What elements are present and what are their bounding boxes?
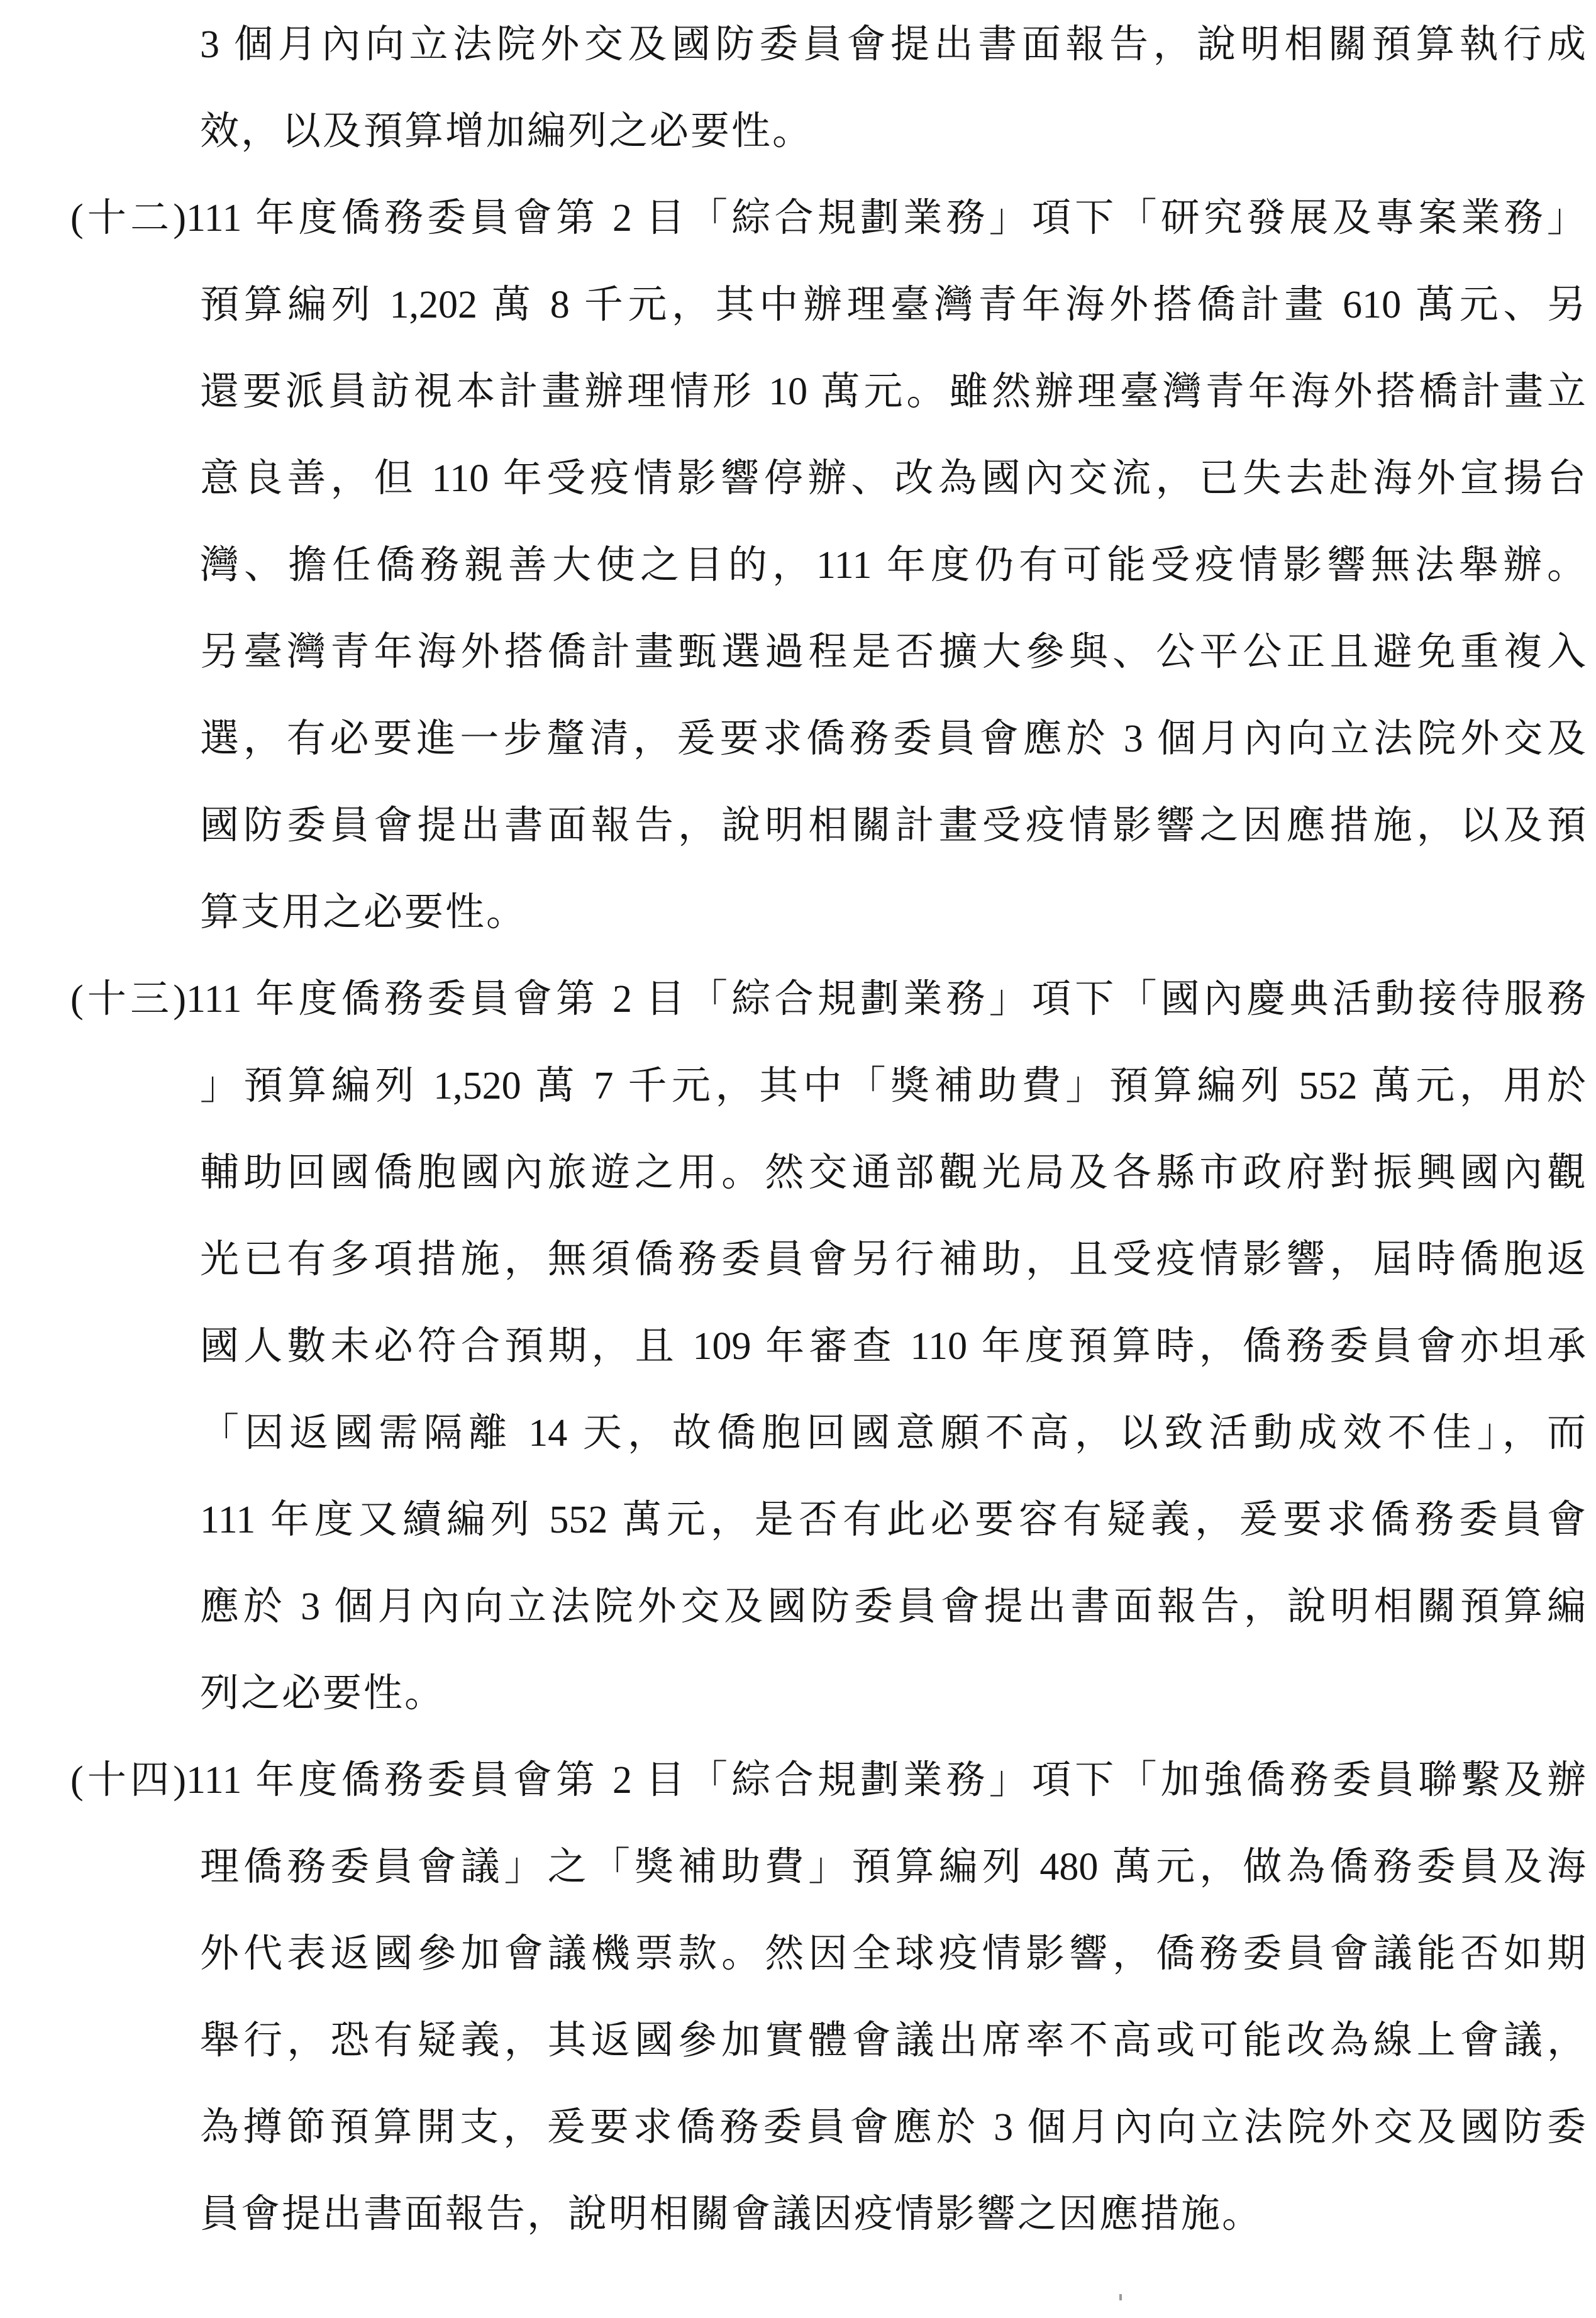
text-line: 灣、擔任僑務親善大使之目的，111 年度仍有可能受疫情影響無法舉辦。 xyxy=(200,544,1586,587)
text-line: 光已有多項措施，無須僑務委員會另行補助，且受疫情影響，屆時僑胞返 xyxy=(200,1238,1586,1281)
text-line: 列之必要性。 xyxy=(200,1672,446,1715)
text-line: 輔助回國僑胞國內旅遊之用。然交通部觀光局及各縣市政府對振興國內觀 xyxy=(200,1151,1586,1194)
text-line: 效，以及預算增加編列之必要性。 xyxy=(200,110,814,153)
text-line: 理僑務委員會議」之「獎補助費」預算編列 480 萬元，做為僑務委員及海 xyxy=(200,1846,1586,1888)
item-14-first-line: (十四)111 年度僑務委員會第 2 目「綜合規劃業務」項下「加強僑務委員聯繫及辦 xyxy=(70,1759,1586,1802)
text-line: 外代表返國參加會議機票款。然因全球疫情影響，僑務委員會議能否如期 xyxy=(200,1933,1586,1975)
text-line: 國人數未必符合預期，且 109 年審查 110 年度預算時，僑務委員會亦坦承 xyxy=(200,1325,1586,1368)
text-line: 3 個月內向立法院外交及國防委員會提出書面報告，說明相關預算執行成 xyxy=(200,23,1586,66)
document-text-block xyxy=(0,1,1596,2258)
scan-speck xyxy=(1119,2294,1122,2300)
text-line: 另臺灣青年海外搭僑計畫甄選過程是否擴大參與、公平公正且避免重複入 xyxy=(200,631,1586,674)
text-line: 算支用之必要性。 xyxy=(200,891,528,934)
text-line: 」預算編列 1,520 萬 7 千元，其中「獎補助費」預算編列 552 萬元，用於 xyxy=(200,1065,1586,1107)
text-line: 為撙節預算開支，爰要求僑務委員會應於 3 個月內向立法院外交及國防委 xyxy=(200,2106,1586,2149)
text-line: 111 年度又續編列 552 萬元，是否有此必要容有疑義，爰要求僑務委員會 xyxy=(200,1499,1586,1541)
text-line: 「因返國需隔離 14 天，故僑胞回國意願不高，以致活動成效不佳」，而 xyxy=(200,1412,1586,1455)
text-line: 員會提出書面報告，說明相關會議因疫情影響之因應措施。 xyxy=(200,2193,1263,2236)
text-line: 意良善，但 110 年受疫情影響停辦、改為國內交流，已失去赴海外宣揚台 xyxy=(200,457,1586,500)
text-line: 選，有必要進一步釐清，爰要求僑務委員會應於 3 個月內向立法院外交及 xyxy=(200,718,1586,760)
text-line: 預算編列 1,202 萬 8 千元，其中辦理臺灣青年海外搭僑計畫 610 萬元、另 xyxy=(200,284,1586,326)
item-13-first-line: (十三)111 年度僑務委員會第 2 目「綜合規劃業務」項下「國內慶典活動接待服務 xyxy=(70,978,1586,1021)
item-12-first-line: (十二)111 年度僑務委員會第 2 目「綜合規劃業務」項下「研究發展及專案業務」 xyxy=(70,197,1586,240)
text-line: 應於 3 個月內向立法院外交及國防委員會提出書面報告，說明相關預算編 xyxy=(200,1585,1586,1628)
text-line: 國防委員會提出書面報告，說明相關計畫受疫情影響之因應措施，以及預 xyxy=(200,804,1586,847)
text-line: 還要派員訪視本計畫辦理情形 10 萬元。雖然辦理臺灣青年海外搭橋計畫立 xyxy=(200,370,1586,413)
text-line: 舉行，恐有疑義，其返國參加實體會議出席率不高或可能改為線上會議， xyxy=(200,2019,1586,2062)
